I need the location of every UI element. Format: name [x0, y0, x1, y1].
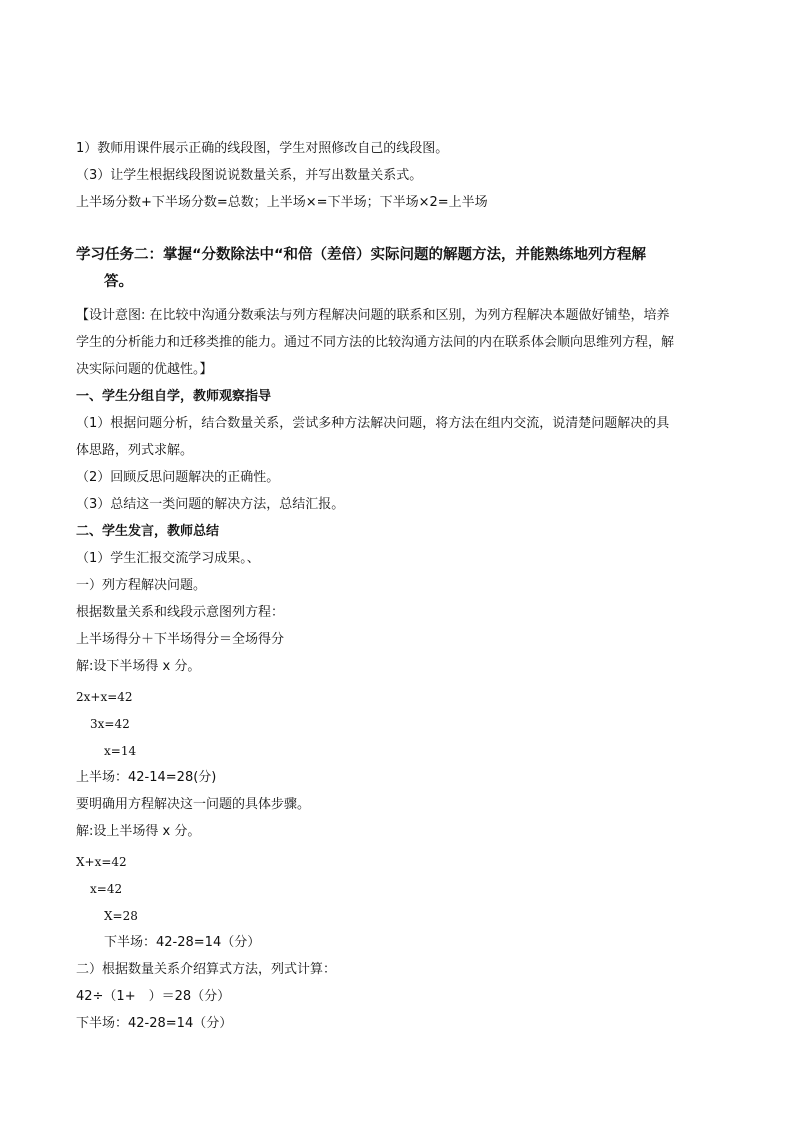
text-line: 根据数量关系和线段示意图列方程： — [76, 605, 285, 620]
design-intent: 决实际问题的优越性。】 — [76, 362, 213, 377]
text-line: 解:设上半场得 x 分。 — [76, 824, 201, 839]
equation: x=42 — [90, 882, 123, 896]
text-line: 要明确用方程解决这一问题的具体步骤。 — [76, 797, 311, 812]
text-line: 下半场：42-28=14（分） — [76, 1016, 233, 1031]
design-intent: 【设计意图: 在比较中沟通分数乘法与列方程解决问题的联系和区别，为列方程解决本题做好铺垫，培养 — [76, 308, 670, 323]
text-line: 一）列方程解决问题。 — [76, 578, 207, 593]
equation: X+x=42 — [76, 855, 127, 869]
equation: X=28 — [104, 909, 138, 923]
text-line: 解:设下半场得 x 分。 — [76, 659, 201, 674]
design-intent: 学生的分析能力和迁移类推的能力。通过不同方法的比较沟通方法间的内在联系体会顺向思维列方程，解 — [76, 335, 675, 350]
equation: x=14 — [104, 744, 137, 758]
text-line: 体思路，列式求解。 — [76, 443, 194, 458]
task-title-continued: 答。 — [104, 274, 133, 290]
text-line: （1）根据问题分析，结合数量关系，尝试多种方法解决问题，将方法在组内交流，说清楚问题解决的具 — [76, 416, 670, 431]
text-line: 上半场：42-14=28(分) — [76, 770, 217, 785]
text-line: （2）回顾反思问题解决的正确性。 — [76, 470, 280, 485]
text-line: 二）根据数量关系介绍算式方法，列式计算： — [76, 962, 337, 977]
task-title: 学习任务二：掌握“分数除法中“和倍（差倍）实际问题的解题方法，并能熟练地列方程解 — [76, 247, 647, 263]
section-heading: 一、学生分组自学，教师观察指导 — [76, 389, 272, 404]
text-line: 42÷（1+ ）＝28（分） — [76, 989, 231, 1004]
text-line: 上半场得分＋下半场得分＝全场得分 — [76, 632, 285, 647]
text-line: （1）学生汇报交流学习成果。、 — [76, 551, 260, 566]
equation: 2x+x=42 — [76, 690, 133, 704]
equation: 3x=42 — [90, 717, 130, 731]
text-line: （3）让学生根据线段图说说数量关系，并写出数量关系式。 — [76, 168, 423, 183]
section-heading: 二、学生发言，教师总结 — [76, 524, 220, 539]
relation-formula: 上半场分数+下半场分数=总数；上半场×=下半场；下半场×2=上半场 — [76, 195, 488, 210]
text-line: 1）教师用课件展示正确的线段图，学生对照修改自己的线段图。 — [76, 141, 449, 156]
text-line: （3）总结这一类问题的解决方法，总结汇报。 — [76, 497, 345, 512]
text-line: 下半场：42-28=14（分） — [104, 935, 261, 950]
